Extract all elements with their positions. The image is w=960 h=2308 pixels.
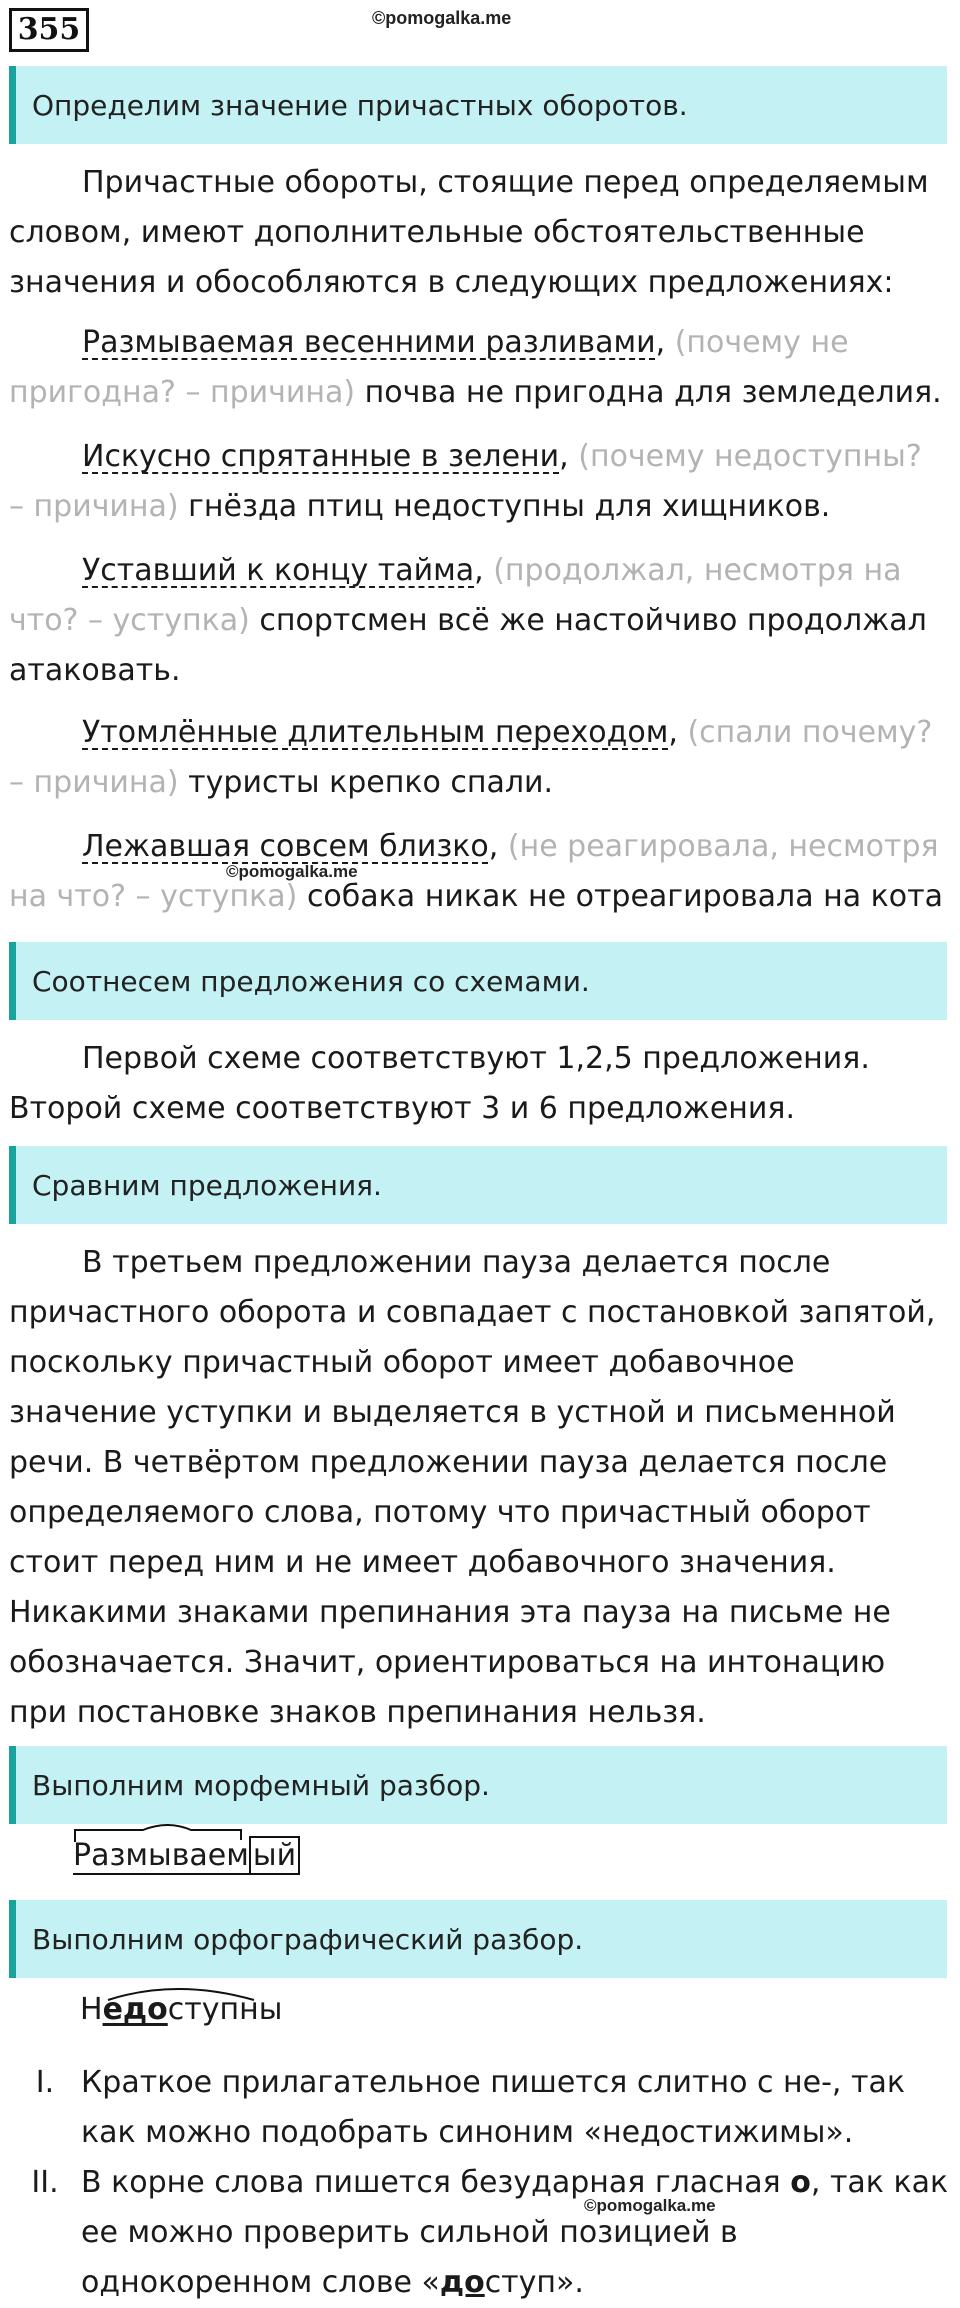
- bold-letter: о: [790, 2165, 811, 2200]
- example-2: [9, 432, 944, 532]
- comma: ,: [668, 715, 678, 750]
- question-note: (продолжал, несмотря на что? – уступка): [9, 553, 902, 638]
- watermark: ©pomogalka.me: [372, 8, 512, 28]
- section-title-meaning: Определим значение причастных оборотов.: [9, 66, 947, 144]
- morphemic-analysis: [73, 1838, 300, 1873]
- exercise-number: 355: [9, 8, 89, 52]
- comma: ,: [655, 325, 666, 360]
- orth-part-c: ступны: [167, 1992, 283, 2027]
- example-3: [9, 546, 944, 696]
- compare-paragraph: [9, 1238, 944, 1738]
- orth-part-b: едо: [102, 1992, 168, 2027]
- list-item: [9, 2058, 949, 2158]
- question-note: (почему недоступны? – причина): [9, 439, 922, 524]
- orthographic-word: [80, 1992, 282, 2027]
- list-item-text: Краткое прилагательное пишется слитно с не-, так как можно подобрать синоним «недостижимы».: [81, 2065, 905, 2150]
- schemes-line-1: Первой схеме соответствуют 1,2,5 предложения.: [82, 1041, 870, 1076]
- participle-phrase: Уставший к концу тайма: [82, 553, 475, 588]
- comma: ,: [559, 439, 569, 474]
- text-part: ».: [556, 2265, 584, 2300]
- text-part: В корне слова пишется безударная гласная: [81, 2165, 791, 2200]
- participle-phrase: Лежавшая совсем близко: [82, 829, 489, 864]
- comma: ,: [474, 553, 484, 588]
- question-note: (спали почему? – причина): [9, 715, 933, 800]
- sentence-rest: почва не пригодна для земледелия.: [364, 375, 942, 410]
- list-marker: II.: [31, 2165, 59, 2200]
- section-title-orthographic: Выполним орфографический разбор.: [9, 1900, 947, 1978]
- section-title-schemes: Соотнесем предложения со схемами.: [9, 942, 947, 1020]
- sentence-rest: гнёзда птиц недоступны для хищников.: [188, 489, 831, 524]
- example-5: [9, 822, 944, 922]
- question-note: (почему не пригодна? – причина): [9, 325, 849, 410]
- morph-stem: Размываем: [73, 1838, 249, 1873]
- list-item: [9, 2158, 949, 2308]
- section-title-compare: Сравним предложения.: [9, 1146, 947, 1224]
- list-item-text: [81, 2158, 949, 2308]
- text-part: , так как ее можно проверить сильной позицией в однокоренном слове «: [81, 2165, 949, 2300]
- comma: ,: [488, 829, 499, 864]
- section-title-morphemic: Выполним морфемный разбор.: [9, 1746, 947, 1824]
- orth-part-a: Н: [80, 1992, 103, 2027]
- intro-paragraph: [9, 158, 944, 308]
- check-word-root: до: [439, 2265, 485, 2300]
- intro-text: Причастные обороты, стоящие перед определяемым словом, имеют дополнительные обстоятельственные значения и обособляются в следующих предложениях:: [9, 165, 929, 300]
- compare-text: В третьем предложении пауза делается после причастного оборота и совпадает с постановкой запятой, поскольку причастный оборот имеет добавочное значение уступки и выделяется в устной и письменной речи. В четвёртом предложении пауза делается после определяемого слова, потому что причастный оборот стоит перед ним и не имеет добавочного значения. Никакими знаками препинания эта пауза на письме не обозначается. Значит, ориентироваться на интонацию при постановке знаков препинания нельзя.: [9, 1245, 936, 1730]
- sentence-rest: собака никак не отреагировала на кота: [306, 879, 943, 914]
- question-note: (не реагировала, несмотря на что? – уступка): [9, 829, 939, 914]
- watermark-inline: ©pomogalka.me: [226, 862, 358, 881]
- example-4: [9, 708, 944, 808]
- participle-phrase: Размываемая весенними разливами: [82, 325, 656, 360]
- schemes-line-2: Второй схеме соответствуют 3 и 6 предложения.: [9, 1091, 795, 1126]
- morph-ending: ый: [249, 1836, 300, 1875]
- sentence-rest: туристы крепко спали.: [188, 765, 554, 800]
- root-arc-icon: [106, 1982, 256, 2002]
- sentence-rest: спортсмен всё же настойчиво продолжал атаковать.: [9, 603, 927, 688]
- check-word-rest: ступ: [484, 2265, 557, 2300]
- participle-phrase: Утомлённые длительным переходом: [82, 715, 669, 750]
- orthographic-list: [9, 2058, 949, 2308]
- list-marker: I.: [35, 2065, 55, 2100]
- participle-phrase: Искусно спрятанные в зелени: [82, 439, 560, 474]
- schemes-paragraph: [9, 1034, 944, 1134]
- example-1: [9, 318, 944, 418]
- watermark-bottom: ©pomogalka.me: [584, 2196, 716, 2215]
- root-arc-icon: [73, 1824, 243, 1846]
